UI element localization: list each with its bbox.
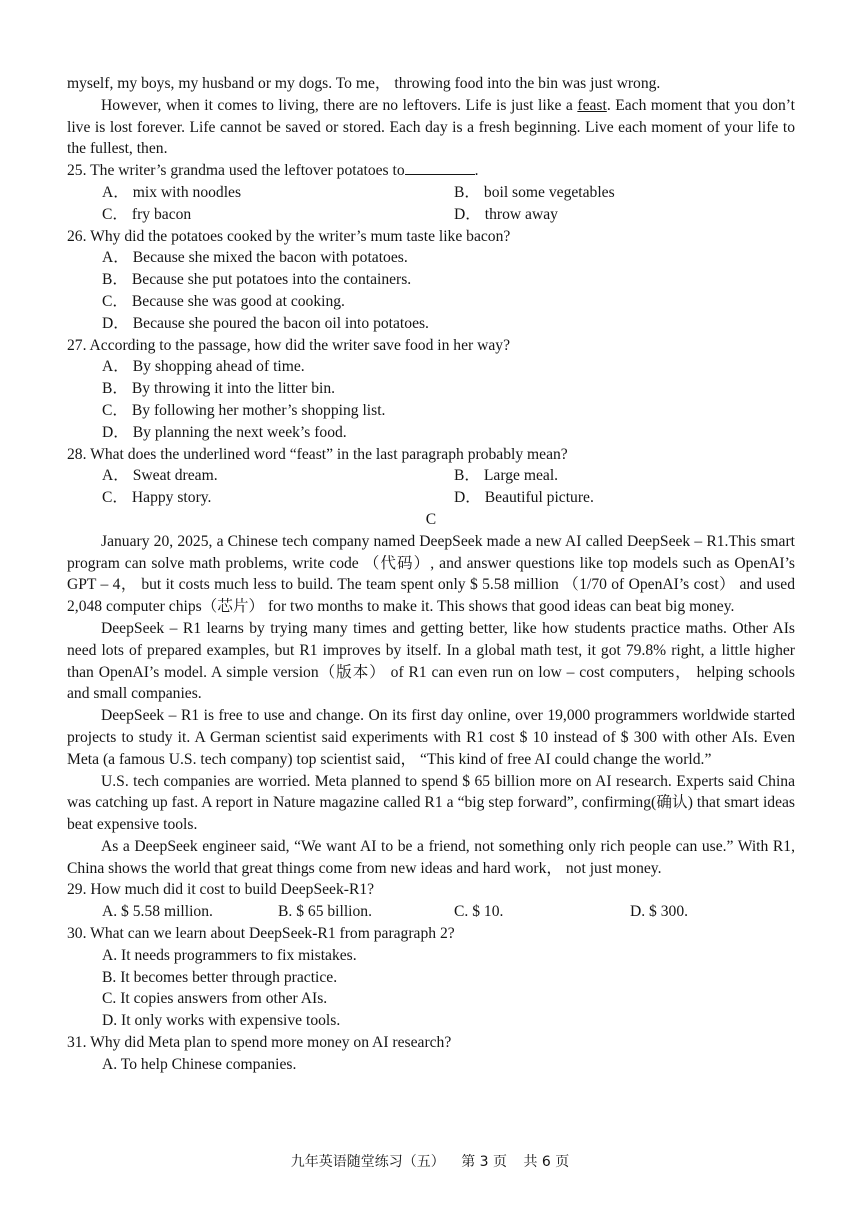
passage-b-line: myself, my boys, my husband or my dogs. To me， throwing food into the bin was just wrong.	[67, 75, 661, 92]
option-b: B． Because she put potatoes into the containers.	[102, 271, 412, 289]
question-26	[67, 226, 795, 335]
option-a: A. $ 5.58 million.	[102, 903, 213, 921]
option-d: D． By planning the next week’s food.	[102, 423, 347, 441]
page-number: 第 3 页	[461, 1154, 507, 1170]
passage-b-last-paragraph	[67, 95, 795, 160]
question-stem: 30. What can we learn about DeepSeek-R1 from paragraph 2?	[67, 925, 455, 943]
underlined-word-feast: feast	[577, 96, 607, 114]
options	[67, 465, 795, 509]
question-25	[67, 160, 795, 225]
option-b: B. It becomes better through practice.	[102, 968, 338, 986]
option-a: A． Because she mixed the bacon with potatoes.	[102, 249, 408, 267]
question-31	[67, 1032, 795, 1076]
question-stem: 25. The writer’s grandma used the leftover potatoes to .	[67, 162, 479, 180]
page-footer	[0, 1152, 860, 1174]
question-29	[67, 879, 795, 923]
option-b: B． By throwing it into the litter bin.	[102, 380, 336, 398]
question-stem: 31. Why did Meta plan to spend more money on AI research?	[67, 1034, 452, 1052]
passage-c-paragraph-5: As a DeepSeek engineer said, “We want AI to be a friend, not something only rich people can use.” With R1, China shows the world that great things come from new ideas and hard work， not just money.	[67, 837, 795, 877]
question-stem: 27. According to the passage, how did the writer save food in her way?	[67, 336, 511, 354]
options	[67, 945, 795, 1032]
passage-c-paragraph-4: U.S. tech companies are worried. Meta planned to spend $ 65 billion more on AI research. Experts said China was catching up fast. A report in Nature magazine called R1 a “big step forward”, confirming(确认) that smart ideas beat expensive tools.	[67, 772, 795, 834]
section-c-heading: C	[425, 510, 437, 528]
question-stem: 26. Why did the potatoes cooked by the writer’s mum taste like bacon?	[67, 227, 511, 245]
question-stem: 29. How much did it cost to build DeepSeek-R1?	[67, 881, 375, 899]
option-b: B． Large meal.	[454, 467, 559, 485]
passage-c-paragraph-1: January 20, 2025, a Chinese tech company named DeepSeek made a new AI called DeepSeek – R1.This smart program can solve math problems, write code （代码）, and answer questions like top models such as OpenAI’s GPT – 4， but it costs much less to build. The team spent only $ 5.58 million （1/70 of OpenAI’s cost） and used 2,048 computer chips（芯片） for two months to make it. This shows that good ideas can beat big money.	[67, 532, 795, 616]
option-c: C． Because she was good at cooking.	[102, 292, 345, 310]
option-d: D． Because she poured the bacon oil into potatoes.	[102, 314, 429, 332]
option-c: C. $ 10.	[454, 903, 504, 921]
exam-title: 九年英语随堂练习（五）	[290, 1154, 445, 1170]
answer-blank	[405, 160, 475, 175]
option-a: A． By shopping ahead of time.	[102, 358, 305, 376]
option-a: A. To help Chinese companies.	[102, 1055, 297, 1073]
question-28	[67, 444, 795, 509]
options	[67, 182, 795, 226]
options	[67, 1054, 795, 1076]
options	[67, 356, 795, 443]
paragraph-text: However, when it comes to living, there are no leftovers. Life is just like a	[101, 96, 578, 114]
option-d: D. It only works with expensive tools.	[102, 1012, 341, 1030]
question-stem: 28. What does the underlined word “feast” in the last paragraph probably mean?	[67, 445, 568, 463]
option-d: D． Beautiful picture.	[454, 489, 594, 507]
option-c: C. It copies answers from other AIs.	[102, 990, 328, 1008]
paragraph-text: . Each moment that you don’t live is lost forever. Life cannot be saved or stored. Each day is a fresh beginning. Live each moment of your life to the fullest, then.	[67, 96, 795, 158]
passage-c-paragraph-3: DeepSeek – R1 is free to use and change. On its first day online, over 19,000 programmers worldwide started projects to study it. A German scientist said experiments with R1 cost $ 10 instead of $ 300 with other AIs. Even Meta (a famous U.S. tech company) top scientist said， “This kind of free AI could change the world.”	[67, 707, 795, 768]
page-total: 共 6 页	[523, 1154, 570, 1170]
question-30	[67, 923, 795, 1032]
option-a: A. It needs programmers to fix mistakes.	[102, 946, 357, 964]
options	[67, 247, 795, 334]
option-c: C． fry bacon	[102, 205, 192, 223]
option-d: D． throw away	[454, 205, 558, 223]
question-27	[67, 335, 795, 444]
option-c: C． Happy story.	[102, 489, 212, 507]
options	[67, 901, 795, 923]
option-b: B． boil some vegetables	[454, 183, 615, 201]
option-c: C． By following her mother’s shopping list.	[102, 401, 386, 419]
option-d: D. $ 300.	[630, 903, 689, 921]
option-a: A． Sweat dream.	[102, 467, 218, 485]
passage-c-paragraph-2: DeepSeek – R1 learns by trying many times and getting better, like how students practice maths. Other AIs need lots of prepared examples, but R1 improves by itself. In a global math test, it got 79.8% right, a little higher than OpenAI’s model. A simple version（版本） of R1 can even run on low – cost computers， helping schools and small companies.	[67, 619, 795, 703]
option-a: A． mix with noodles	[102, 183, 242, 201]
option-b: B. $ 65 billion.	[278, 903, 373, 921]
passage-b-tail	[67, 73, 795, 1076]
